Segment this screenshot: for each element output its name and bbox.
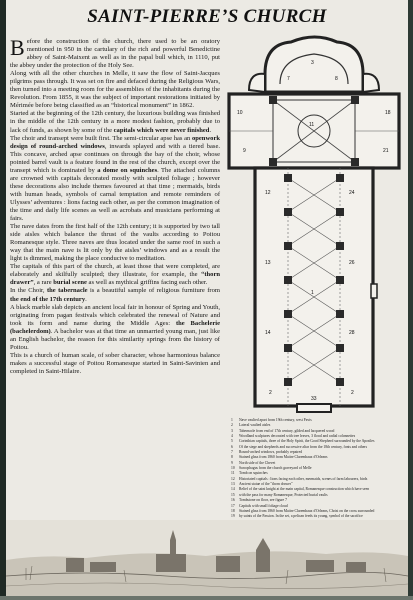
svg-text:21: 21 [383, 148, 389, 154]
information-panel [6, 0, 408, 597]
legend-number: 15 [231, 492, 235, 497]
svg-text:10: 10 [237, 110, 243, 116]
paragraph: A black marble slab depicts an ancient local fair in honour of Spring and Youth, originating from pagan festivals which celebrated the renewal of Nature and took its form and name during the Middle Ages: the Bachelerie (bachelerdom). A bachelor was at that time an unmarried young man, just like an English bachelor, the reason for this similarity springs from the history of Poitou. [10, 303, 221, 351]
legend-text: Corinthian capitals, three of the Holy Spirit, the Good Shepherd surrounded by the Apostles [239, 439, 375, 444]
paragraph: The nave dates from the first half of the 12th century; it is supported by two tall side aisles which balance the thrust of the vaults according to Poitou Romanesque style. Three naves are thus located under the same roof in such a way that the main nave is lit only by the aisles’ windows and as a result the light is dimmed, making the place conducive to meditation. [10, 223, 220, 263]
legend-number: 1 [231, 418, 233, 422]
paragraph: In the Choir, the tabernacle is a beautiful sample of religious furniture from the end of the 17th century. [10, 287, 220, 303]
paragraph: The capitals of this part of the church, at least those that were completed, are elaborately and skilfully sculpted; they illustrate, for example, the “thorn drawer”, a rare burial scene as well as mythical griffins facing each other. [10, 263, 220, 287]
legend-text: Sarcophagus from the church graveyard of Melle [239, 466, 312, 471]
legend-text: Tabernacle from end of 17th century, gilded and lacquered wood [239, 428, 335, 433]
legend-text: Historiated capitals : lions facing each other, mermaids, scenes of farm labourers, birds [239, 476, 368, 481]
legend-text: Relief of the saint knight at the main capital, Romanesque construction which have seen [239, 487, 370, 492]
svg-text:26: 26 [349, 260, 355, 266]
legend-text: Nave vaulted apart from 19th century, west Pavis [239, 418, 312, 422]
legend-number: 8 [231, 455, 233, 460]
legend-number: 13 [231, 482, 235, 487]
legend-number: 19 [231, 514, 235, 519]
legend-number: 16 [231, 498, 235, 503]
legend-number: 2 [231, 423, 233, 428]
page-title: SAINT-PIERRE’S CHURCH [87, 6, 327, 27]
legend-number: 5 [231, 439, 233, 444]
paragraph: Before the construction of the church, there used to be an oratory mentioned in 950 in the cartulary of the rich and powerful Benedictine abbey of Saint-Maixent as well as in the papal bull which, in 1110, put the abbey under the protection of the Holy See. [10, 35, 220, 70]
legend-number: 11 [231, 471, 235, 476]
svg-text:24: 24 [349, 190, 355, 196]
svg-text:2: 2 [351, 390, 354, 396]
svg-text:14: 14 [265, 330, 271, 336]
svg-text:7: 7 [287, 76, 290, 82]
legend-number: 4 [231, 434, 233, 439]
legend-number: 6 [231, 444, 233, 449]
paragraph: The choir and transept were built first. The semi-circular apse has an openwork design of round-arched windows, inwards splayed and with a tiered base. This concave, arched apse continues on through the bay of the choir, whose pointed barrel vault is a feature found in the rest of the church, except over the transept which is dominated by a dome on squinches. The attached columns are crowned with capitals decorated mostly with sculpted foliage ; however these decorations also include themes favoured at that time ; mermaids, birds with human heads, symbols of carnal temptation and remote reminders of Ulysses’ adventures : lions facing each other, as per the common imagination of the time and daily life scenes as well as acrobats and musicians performing at fairs. [10, 134, 220, 223]
church-floor-plan [225, 34, 403, 416]
legend-text: by saints of the Passion. In the set, a pelican feeds its young, symbol of the sacrifice [239, 514, 363, 519]
legend-number: 17 [231, 503, 235, 508]
article-body [10, 35, 221, 376]
legend-text: Ancient statue of the "thorn drawer" [239, 482, 293, 487]
legend-number: 14 [231, 487, 235, 492]
svg-text:28: 28 [349, 330, 355, 336]
town-etching [6, 520, 408, 597]
legend-text: Stained glass from 1860 from Maitre Clarembaux d'Orleans, Christ on the cross surrounded [239, 508, 375, 513]
legend-text: Tomb on squinches [239, 471, 268, 476]
svg-text:3: 3 [311, 60, 314, 66]
legend-number: 3 [231, 428, 233, 433]
paragraph: This is a church of human scale, of sober character, whose harmonious balance makes a successful stage of Poitou Romanesque started in Saint-Savinien and completed in Saint-Hilaire. [10, 351, 220, 375]
svg-text:9: 9 [243, 148, 246, 154]
drop-cap: B [10, 35, 25, 60]
bottom-strip [0, 596, 413, 600]
legend-text: with the pass for many Romanesque, Protected burial vaults [239, 492, 328, 497]
legend-number: 12 [231, 476, 235, 481]
legend-number: 10 [231, 466, 235, 471]
legend-text: Lateral vaulted aisles [239, 423, 271, 428]
svg-text:2: 2 [269, 390, 272, 396]
legend-text: North side of the Chevet [239, 460, 276, 465]
paragraph: Along with all the other churches in Melle, it saw the flow of Saint-Jacques pilgrims pass through. It was set on fire and defaced during the Religious Wars, then turned into a meeting room for the assemblies of the inhabitants during the Revolution. From 1855, it was the subject of important restorations initiated by Mérimée before being classified as an “historical monument” in 1862. [10, 70, 220, 110]
legend-number: 7 [231, 450, 233, 455]
legend-text: Tombstone on floor, see figure 7 [239, 498, 287, 503]
svg-text:18: 18 [385, 110, 391, 116]
svg-text:33: 33 [311, 396, 317, 402]
svg-text:11: 11 [309, 122, 315, 128]
legend-text: Capitals with small foliage cloud [239, 503, 288, 508]
svg-text:1: 1 [311, 290, 314, 296]
legend-text: Of the siege and shepherds and successive altar from the 18th century, fonts and others [239, 444, 368, 449]
svg-text:13: 13 [265, 260, 271, 266]
paragraph: Started at the beginning of the 12th century, the luxurious building was finished in the middle of the 12th century in a more modest fashion, probably due to lack of funds, as shown by some of the capitals which were never finished. [10, 110, 220, 134]
legend-text: Stained glass from 1860 from Maitre Clarembaux d'Orleans [239, 455, 328, 460]
legend-number: 9 [231, 460, 233, 465]
legend-text: Woodland sculptures decorated with tree leaves, 3 floral and radial colonnettes [239, 434, 356, 439]
legend-number: 18 [231, 508, 235, 513]
svg-text:8: 8 [335, 76, 338, 82]
svg-text:12: 12 [265, 190, 271, 196]
legend-text: Round-arched windows, probably repaired [239, 450, 303, 455]
